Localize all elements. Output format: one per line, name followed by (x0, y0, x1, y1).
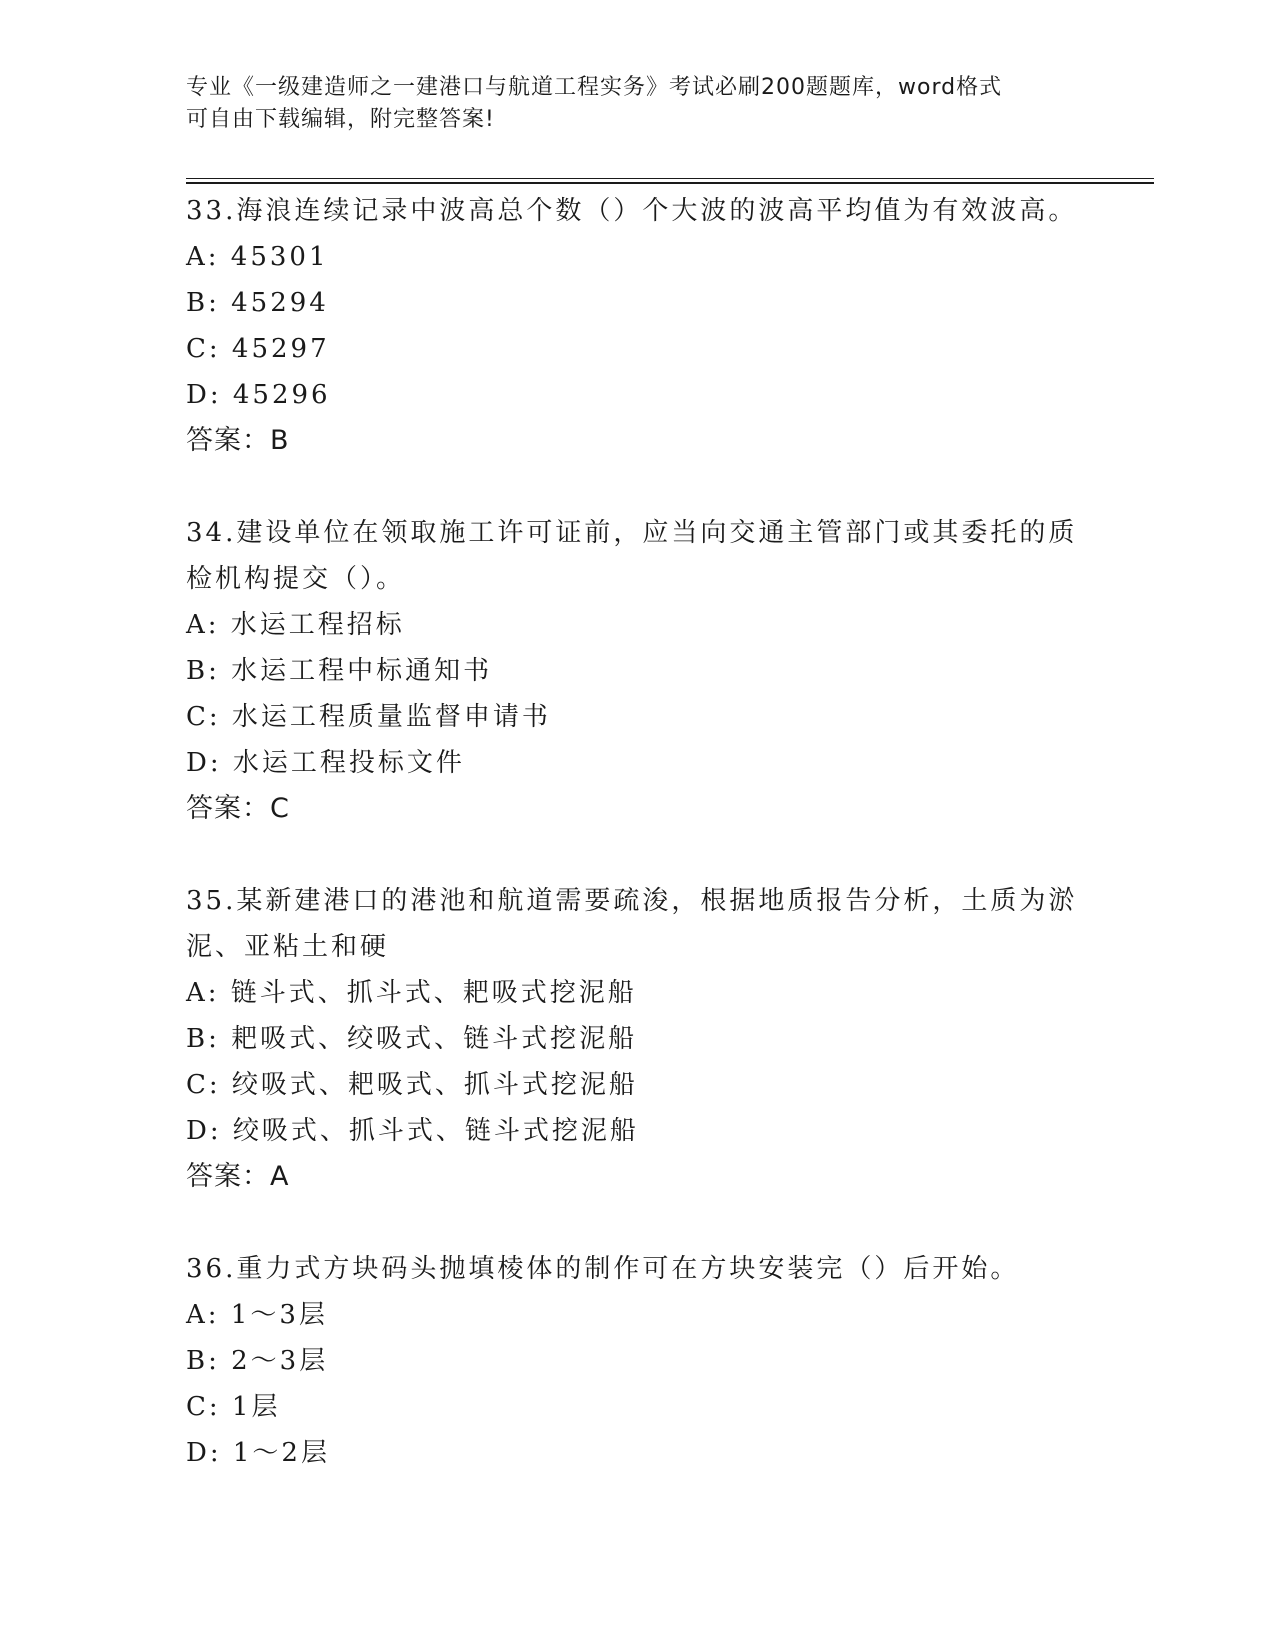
option-d: D: 1～2层 (186, 1438, 330, 1468)
answer-line: 答案：C (186, 793, 290, 824)
option-b: B: 水运工程中标通知书 (186, 656, 493, 686)
question-stem: 34.建设单位在领取施工许可证前，应当向交通主管部门或其委托的质检机构提交（）。 (186, 518, 1078, 594)
option-a: A: 45301 (186, 242, 329, 272)
option-c: C: 绞吸式、耙吸式、抓斗式挖泥船 (186, 1070, 638, 1100)
option-c: C: 水运工程质量监督申请书 (186, 702, 551, 732)
spacer (186, 464, 1086, 510)
option-a: A: 水运工程招标 (186, 610, 405, 640)
option-d: D: 45296 (186, 380, 331, 410)
option-a: A: 1～3层 (186, 1300, 328, 1330)
question-stem: 33.海浪连续记录中波高总个数（）个大波的波高平均值为有效波高。 (186, 196, 1078, 226)
question-35 (186, 878, 1086, 1200)
answer-line: 答案：A (186, 1161, 290, 1192)
question-list (186, 188, 1086, 1476)
option-c: C: 1层 (186, 1392, 281, 1422)
question-36 (186, 1246, 1086, 1476)
document-header (186, 72, 1066, 136)
spacer (186, 832, 1086, 878)
answer-line: 答案：B (186, 425, 290, 456)
header-line-2: 可自由下载编辑，附完整答案! (186, 107, 495, 132)
spacer (186, 1200, 1086, 1246)
option-d: D: 绞吸式、抓斗式、链斗式挖泥船 (186, 1116, 639, 1146)
option-a: A: 链斗式、抓斗式、耙吸式挖泥船 (186, 978, 637, 1008)
option-d: D: 水运工程投标文件 (186, 748, 465, 778)
question-stem: 35.某新建港口的港池和航道需要疏浚，根据地质报告分析，土质为淤泥、亚粘土和硬 (186, 886, 1078, 962)
option-b: B: 耙吸式、绞吸式、链斗式挖泥船 (186, 1024, 638, 1054)
option-b: B: 45294 (186, 288, 329, 318)
option-c: C: 45297 (186, 334, 330, 364)
header-rule-thin (186, 178, 1154, 179)
question-34 (186, 510, 1086, 832)
option-b: B: 2～3层 (186, 1346, 329, 1376)
header-line-1: 专业《一级建造师之一建港口与航道工程实务》考试必刷200题题库，word格式 (186, 75, 1003, 100)
question-33 (186, 188, 1086, 464)
question-stem: 36.重力式方块码头抛填棱体的制作可在方块安装完（）后开始。 (186, 1254, 1020, 1284)
header-rule-thick (186, 182, 1154, 184)
